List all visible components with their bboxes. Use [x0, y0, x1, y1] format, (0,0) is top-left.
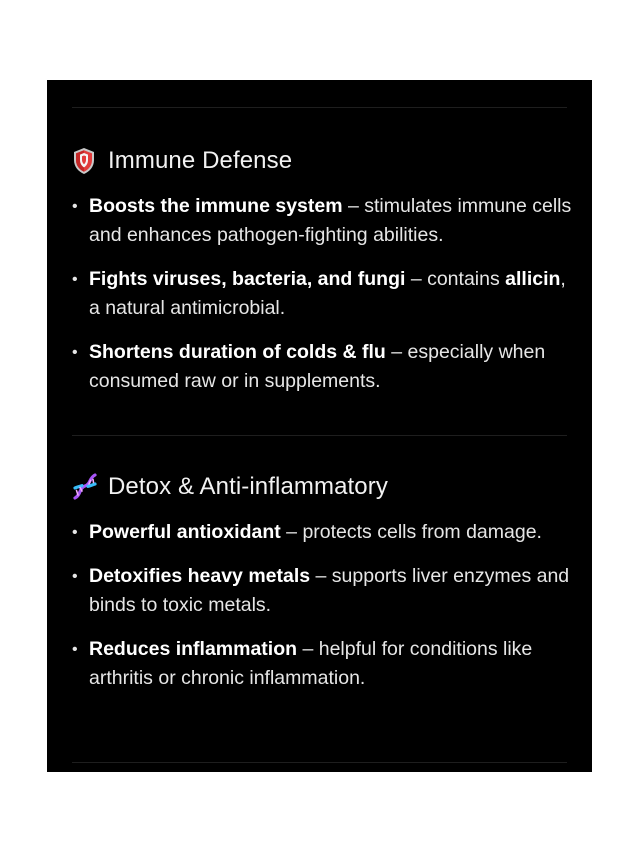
section-immune-defense	[72, 144, 572, 411]
section-heading	[72, 470, 572, 504]
divider	[72, 435, 567, 436]
item-text: – protects cells from damage.	[280, 521, 542, 543]
bullet-list	[72, 192, 572, 396]
section-heading	[72, 144, 572, 178]
item-bold: Shortens duration of colds & flu	[89, 341, 386, 363]
item-bold: Fights viruses, bacteria, and fungi	[89, 268, 406, 290]
section-title: Detox & Anti-inflammatory	[108, 473, 388, 500]
item-text: – contains	[405, 268, 506, 290]
bullet-list	[72, 518, 572, 693]
item-bold: Powerful antioxidant	[89, 521, 281, 543]
item-bold: allicin	[505, 268, 561, 290]
section-detox	[72, 470, 572, 708]
section-title: Immune Defense	[108, 147, 293, 174]
list-item	[72, 562, 572, 620]
item-text: – helpful for conditions like arthritis or chronic inflammation.	[89, 638, 533, 689]
item-text: – especially when consumed raw or in supplements.	[89, 341, 546, 392]
item-text: – stimulates immune cells and enhances pathogen-fighting abilities.	[89, 195, 572, 246]
item-bold: Boosts the immune system	[89, 195, 343, 217]
item-bold: Reduces inflammation	[89, 638, 298, 660]
list-item	[72, 518, 572, 547]
list-item	[72, 635, 572, 693]
divider	[72, 107, 567, 108]
list-item	[72, 265, 572, 323]
divider	[72, 762, 567, 763]
shield-icon	[72, 147, 96, 175]
item-bold: Detoxifies heavy metals	[89, 565, 311, 587]
item-text: , a natural antimicrobial.	[89, 268, 566, 319]
item-text: – supports liver enzymes and binds to toxic metals.	[89, 565, 570, 616]
list-item	[72, 192, 572, 250]
dna-icon	[72, 473, 96, 501]
list-item	[72, 338, 572, 396]
content-panel	[47, 80, 592, 772]
